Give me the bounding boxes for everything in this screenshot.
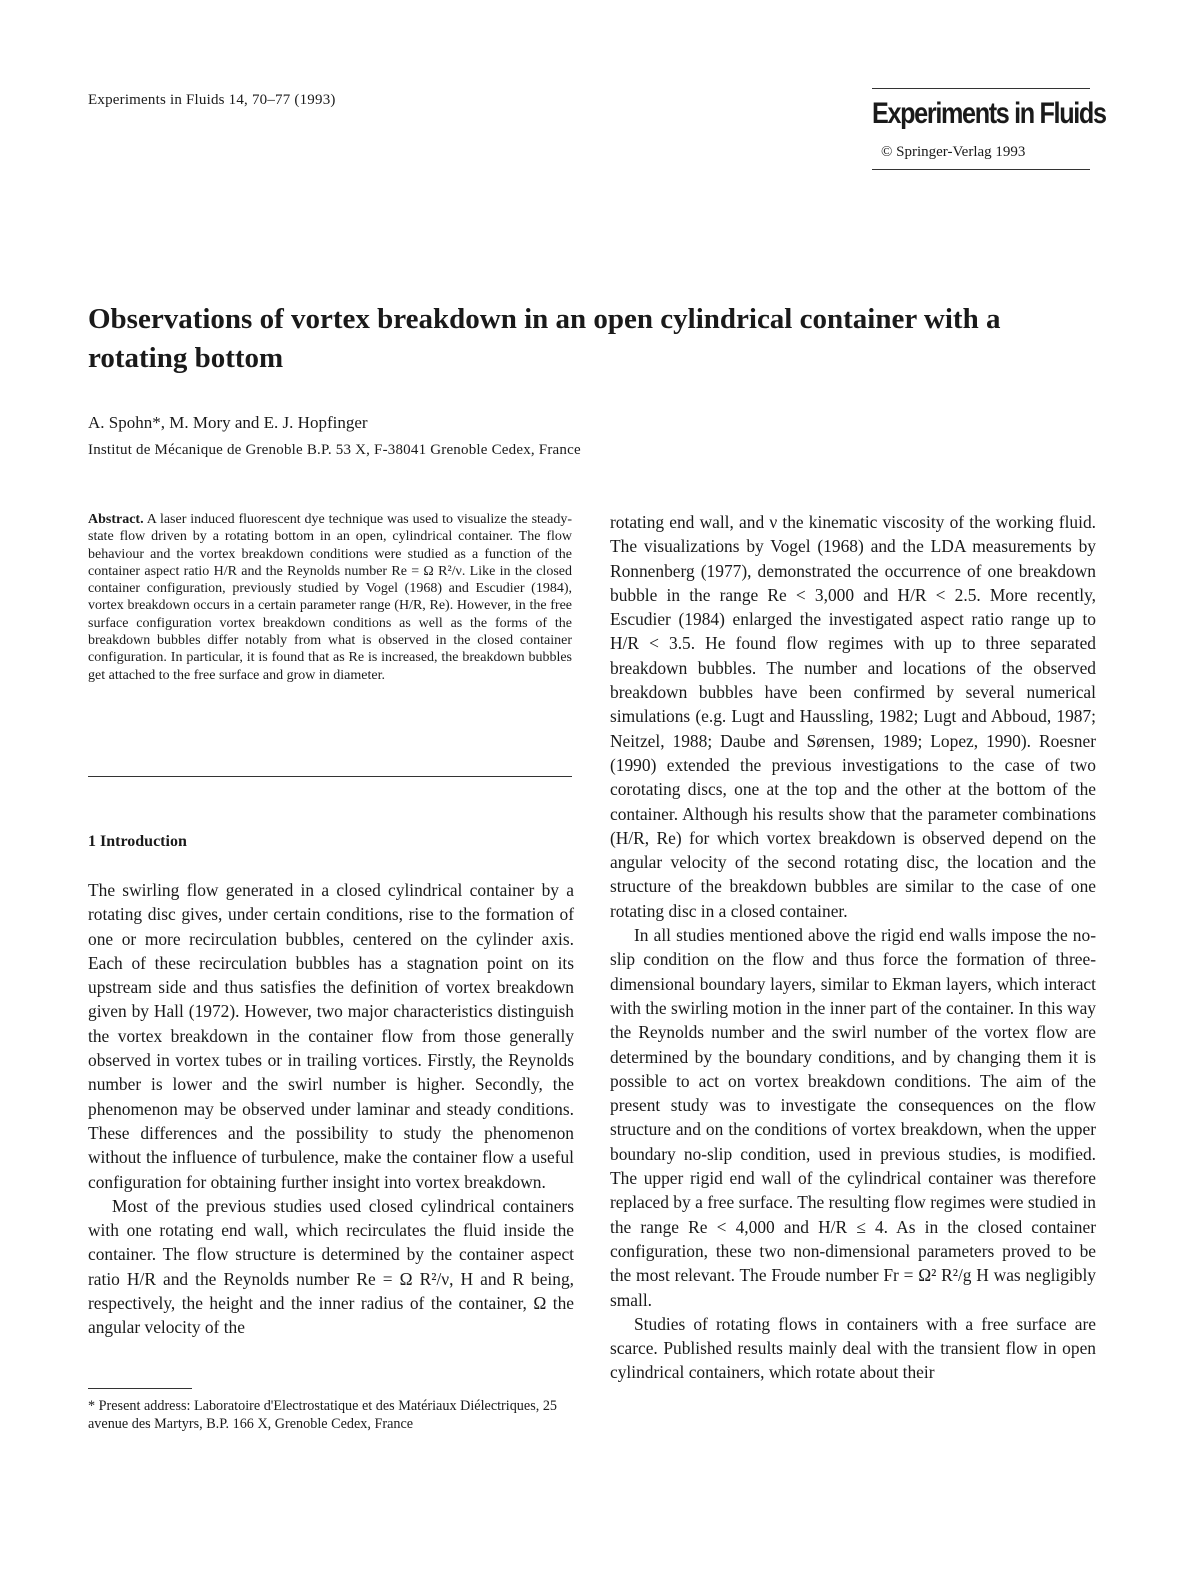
publisher-copyright: © Springer-Verlag 1993 (881, 144, 1026, 160)
abstract-label: Abstract. (88, 512, 144, 527)
abstract-text: A laser induced fluorescent dye technique was used to visualize the steady-state flow driven by a rotating bottom in an open, cylindrical container. The flow behaviour and the vortex breakdown conditions were studied as a function of the container aspect ratio H/R and the Reynolds number Re = Ω R²/ν. Like in the closed container configuration, previously studied by Vogel (1968) and Escudier (1984), vortex breakdown occurs in a certain parameter range (H/R, Re). However, in the free surface configuration vortex breakdown conditions as well as the forms of the breakdown bubbles differ notably from what is observed in the closed container configuration. In particular, it is found that as Re is increased, the breakdown bubbles get attached to the free surface and grow in diameter. (88, 512, 572, 683)
abstract (88, 511, 572, 684)
paper-title: Observations of vortex breakdown in an open cylindrical container with a rotating bottom (88, 303, 1001, 374)
right-column (610, 510, 1096, 1385)
intro-paragraph-2: Most of the previous studies used closed cylindrical containers with one rotating end wall, which recirculates the fluid inside the container. The flow structure is determined by the container aspect ratio H/R and the Reynolds number Re = Ω R²/ν, H and R being, respectively, the height and the inner radius of the container, Ω the angular velocity of the (88, 1195, 574, 1338)
journal-reference: Experiments in Fluids 14, 70–77 (1993) (88, 92, 336, 108)
intro-paragraph-4: Studies of rotating flows in containers with a free surface are scarce. Published results mainly deal with the transient flow in open cylindrical containers, which rotate about their (610, 1313, 1096, 1383)
left-column (88, 878, 574, 1340)
footnote: * Present address: Laboratoire d'Electrostatique et des Matériaux Diélectriques, 25 avenue des Martyrs, B.P. 166 X, Grenoble Cedex, France (88, 1398, 558, 1432)
brand-top-rule (872, 88, 1090, 89)
author-affiliation: Institut de Mécanique de Grenoble B.P. 53 X, F-38041 Grenoble Cedex, France (88, 442, 581, 458)
intro-paragraph-3: In all studies mentioned above the rigid end walls impose the no-slip condition on the flow and thus force the formation of three-dimensional boundary layers, similar to Ekman layers, which interact with the swirling motion in the inner part of the container. In this way the Reynolds number and the swirl number of the vortex flow are determined by the boundary conditions, and by changing them it is possible to act on vortex breakdown conditions. The aim of the present study was to investigate the consequences on the flow structure and on the conditions of vortex breakdown, when the upper boundary no-slip condition, used in previous studies, is modified. The upper rigid end wall of the cylindrical container was therefore replaced by a free surface. The resulting flow regimes were studied in the range Re < 4,000 and H/R ≤ 4. As in the closed container configuration, these two non-dimensional parameters proved to be the most relevant. The Froude number Fr = Ω² R²/g H was negligibly small. (610, 925, 1096, 1310)
intro-paragraph-1: The swirling flow generated in a closed cylindrical container by a rotating disc gives, under certain conditions, rise to the formation of one or more recirculation bubbles, centered on the cylinder axis. Each of these recirculation bubbles has a stagnation point on its upstream side and thus satisfies the definition of vortex breakdown given by Hall (1972). However, two major characteristics distinguish the vortex breakdown in the container flow from those generally observed in vortex tubes or in trailing vortices. Firstly, the Reynolds number is lower and the swirl number is higher. Secondly, the phenomenon may be observed under laminar and steady conditions. These differences and the possibility to study the phenomenon without the influence of turbulence, make the container flow a useful configuration for obtaining further insight into vortex breakdown. (88, 880, 574, 1192)
journal-brand-name: Experiments in Fluids (872, 97, 1106, 130)
footnote-rule (88, 1388, 192, 1389)
brand-bottom-rule (872, 169, 1090, 170)
paper-authors: A. Spohn*, M. Mory and E. J. Hopfinger (88, 413, 368, 432)
section-heading-introduction: 1 Introduction (88, 833, 187, 850)
intro-paragraph-2-continued: rotating end wall, and ν the kinematic viscosity of the working fluid. The visualizations by Vogel (1968) and the LDA measurements by Ronnenberg (1977), demonstrated the occurrence of one breakdown bubble in the range Re < 3,000 and H/R < 2.5. More recently, Escudier (1984) enlarged the investigated aspect ratio range up to H/R < 3.5. He found flow regimes with up to three separated breakdown bubbles. The number and locations of the observed breakdown bubbles have been confirmed by several numerical simulations (e.g. Lugt and Haussling, 1982; Lugt and Abboud, 1987; Neitzel, 1988; Daube and Sørensen, 1989; Lopez, 1990). Roesner (1990) extended the previous investigations to the case of two corotating discs, one at the top and the other at the bottom of the container. Although his results show that the parameter combinations (H/R, Re) for which vortex breakdown is observed depend on the angular velocity of the second rotating disc, the location and the structure of the breakdown bubbles are similar to the case of one rotating disc in a closed container. (610, 512, 1096, 921)
journal-brand-block (872, 88, 1106, 170)
abstract-divider (88, 776, 572, 777)
